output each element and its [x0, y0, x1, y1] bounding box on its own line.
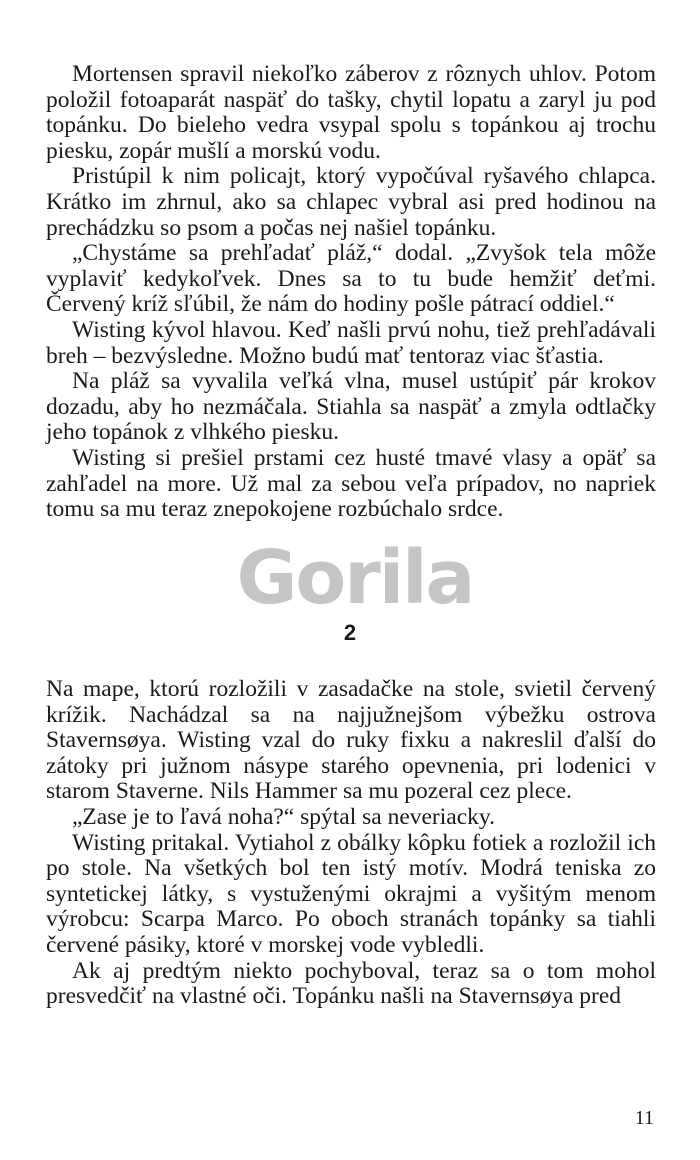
paragraph: Wisting kývol hlavou. Keď našli prvú nohu, tiež prehľadávali breh – bezvýsledne. Možno budú mať tentoraz viac šťastia.	[46, 316, 656, 369]
paragraph: Na pláž sa vyvalila veľká vlna, musel ustúpiť pár krokov dozadu, aby ho nezmáčala. Stiahla sa naspäť a zmyla odtlačky jeho topánok z vlhkého piesku.	[46, 368, 656, 446]
page-number: 11	[634, 1107, 654, 1129]
chapter-start-text	[46, 677, 656, 1010]
paragraph: Wisting pritakal. Vytiahol z obálky kôpku fotiek a rozložil ich po stole. Na všetkých bol ten istý motív. Modrá teniska zo syntetickej látky, s vystuženými okrajmi a vyšitým menom výrobcu: Scarpa Marco. Po oboch stranách topánky sa tiahli červené pásiky, ktoré v morskej vode vybledli.	[46, 829, 656, 958]
paragraph: „Zase je to ľavá noha?“ spýtal sa neveriacky.	[72, 803, 495, 830]
paragraph: „Chystáme sa prehľadať pláž,“ dodal. „Zvyšok tela môže vyplaviť kedykoľvek. Dnes sa to tu bude hemžiť deťmi. Červený kríž sľúbil, že nám do hodiny pošle pátrací oddiel.“	[46, 240, 656, 318]
paragraph: Na mape, ktorú rozložili v zasadačke na stole, svietil červený krížik. Nachádzal sa na najjužnejšom výbežku ostrova Stavernsøya. Wisting vzal do ruky fixku a nakreslil ďalší do zátoky pri južnom násype starého opevnenia, pri lodenici v starom Staverne. Nils Hammer sa mu pozeral cez plece.	[46, 676, 656, 805]
paragraph: Wisting si prešiel prstami cez husté tmavé vlasy a opäť sa zahľadel na more. Už mal za sebou veľa prípadov, no napriek tomu sa mu teraz znepokojene rozbúchalo srdce.	[46, 444, 656, 523]
gorila-watermark: Gorila	[236, 535, 474, 621]
paragraph: Pristúpil k nim policajt, ktorý vypočúval ryšavého chlapca. Krátko im zhrnul, ako sa chlapec vybral asi pred hodinou na prechádzku so psom a počas nej našiel topánku.	[46, 163, 656, 241]
paragraph: Ak aj predtým niekto pochyboval, teraz sa o tom mohol presvedčiť na vlastné oči. Topánku našli na Stavernsøya pred	[46, 957, 656, 1010]
chapter-number: 2	[343, 620, 357, 645]
chapter-end-text	[46, 62, 656, 523]
paragraph: Mortensen spravil niekoľko záberov z rôznych uhlov. Potom položil fotoaparát naspäť do tašky, chytil lopatu a zaryl ju pod topánku. Do bieleho vedra vsypal spolu s topánkou aj trochu piesku, zopár mušlí a morskú vodu.	[46, 61, 656, 164]
